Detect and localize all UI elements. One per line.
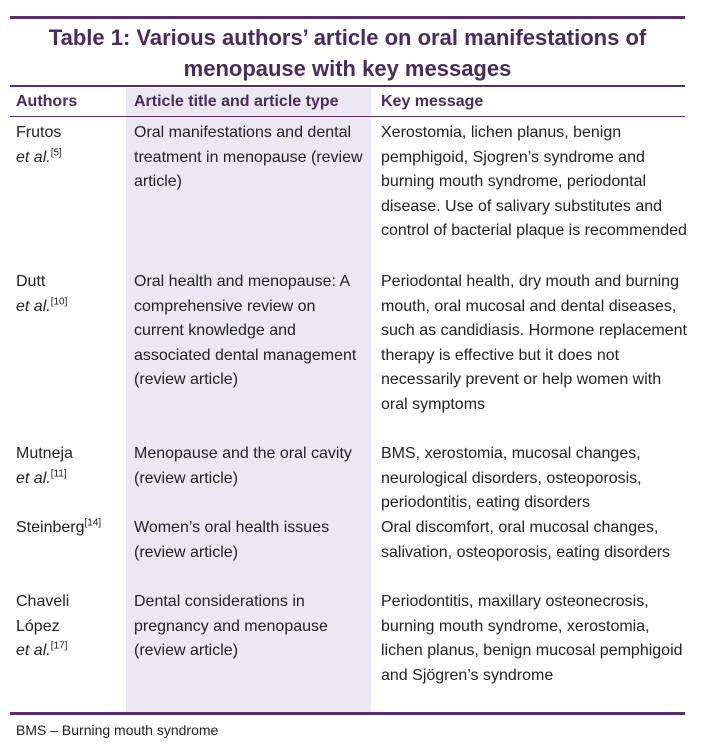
author-name: Chaveli [16, 593, 70, 610]
author-etal: et al. [16, 469, 51, 487]
reference-number: [10] [50, 296, 68, 308]
table-row-key-message: Xerostomia, lichen planus, benign pemphigoid, Sjogren’s syndrome and burning mouth syndrome, periodontal disease. Use of salivary substitutes and control of bacterial plaque is recommended [381, 124, 687, 240]
author-name: Dutt [16, 273, 46, 290]
header-authors: Authors [16, 93, 78, 110]
table-row-author [16, 590, 124, 664]
table-footnote: BMS – Burning mouth syndrome [16, 722, 219, 738]
table-row-article: Oral health and menopause: A comprehensive review on current knowledge and associated dental management (review article) [134, 273, 357, 389]
author-name: López [16, 617, 60, 635]
table-row-article: Women’s oral health issues (review article) [134, 519, 330, 561]
table-row-author [16, 442, 124, 491]
table-title: Table 1: Various authors’ article on oral manifestations of menopause with key messages [48, 25, 647, 81]
header-key-message: Key message [381, 93, 484, 110]
top-rule [10, 16, 685, 19]
title-rule [10, 85, 685, 87]
table-row-author [16, 121, 124, 170]
reference-number: [11] [50, 468, 67, 480]
table-row-author [16, 516, 124, 541]
author-etal: et al. [16, 148, 51, 166]
table-row-key-message: BMS, xerostomia, mucosal changes, neurological disorders, osteoporosis, periodontitis, eating disorders [381, 445, 642, 512]
header-rule [10, 116, 685, 117]
author-etal: et al. [16, 642, 51, 660]
author-name: Steinberg [16, 519, 85, 536]
bottom-rule [10, 712, 685, 715]
table-row-key-message: Periodontitis, maxillary osteonecrosis, burning mouth syndrome, xerostomia, lichen planus, benign mucosal pemphigoid and Sjögren’s syndrome [381, 593, 683, 684]
author-name: Frutos [16, 124, 62, 141]
reference-number: [14] [84, 517, 102, 529]
reference-number: [5] [50, 147, 62, 159]
table-row-author [16, 270, 124, 319]
reference-number: [17] [50, 640, 68, 652]
header-article: Article title and article type [134, 93, 339, 110]
table-row-article: Oral manifestations and dental treatment in menopause (review article) [134, 124, 363, 191]
table-row-article: Dental considerations in pregnancy and menopause (review article) [134, 593, 328, 660]
table-row-key-message: Periodontal health, dry mouth and burning mouth, oral mucosal and dental diseases, such as candidiasis. Hormone replacement therapy is effective but it does not necessarily prevent or help women with oral symptoms [381, 273, 687, 413]
table-row-key-message: Oral discomfort, oral mucosal changes, salivation, osteoporosis, eating disorders [381, 519, 671, 561]
author-etal: et al. [16, 297, 51, 315]
table-row-article: Menopause and the oral cavity (review article) [134, 445, 352, 487]
author-name: Mutneja [16, 445, 73, 462]
